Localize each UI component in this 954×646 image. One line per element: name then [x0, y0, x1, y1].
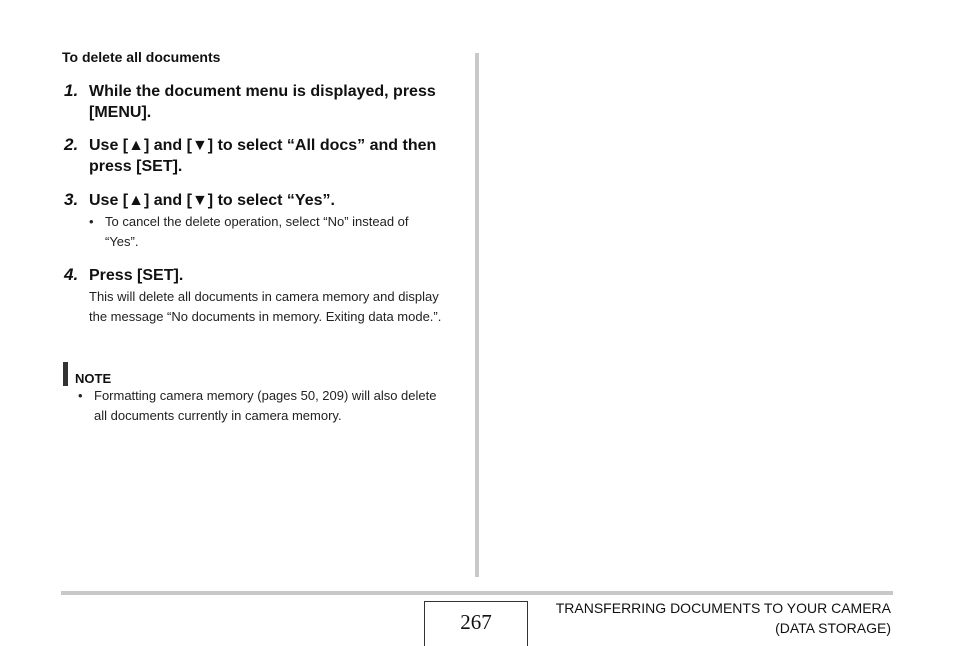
page-number: 267 — [424, 601, 528, 646]
step-text: Use [▲] and [▼] to select “All docs” and then press [SET]. — [89, 137, 437, 175]
bullet-icon: • — [78, 388, 83, 403]
footer-divider — [61, 591, 893, 595]
step-number: 1. — [64, 81, 79, 100]
step-4-body: This will delete all documents in camera memory and display the message “No documents in memory. Exiting data mode.”. — [89, 289, 442, 324]
bullet-icon: • — [89, 214, 94, 229]
footer-title-line1: TRANSFERRING DOCUMENTS TO YOUR CAMERA — [555, 600, 891, 616]
column-divider — [475, 53, 479, 577]
step-text: While the document menu is displayed, press [MENU]. — [89, 83, 436, 121]
section-title: To delete all documents — [62, 49, 221, 65]
note-bar — [63, 362, 68, 386]
step-text: Use [▲] and [▼] to select “Yes”. — [89, 192, 335, 209]
bullet-text: To cancel the delete operation, select “No” instead of “Yes”. — [105, 214, 409, 249]
footer-title-line2: (DATA STORAGE) — [775, 620, 891, 636]
step-number: 3. — [64, 190, 79, 209]
step-text: Press [SET]. — [89, 267, 184, 284]
step-number: 2. — [64, 135, 79, 154]
footer-chapter-title — [511, 598, 891, 638]
note-label: NOTE — [75, 371, 112, 386]
note-text: Formatting camera memory (pages 50, 209) will also delete all documents currently in camera memory. — [94, 388, 437, 423]
step-number: 4. — [64, 265, 79, 284]
